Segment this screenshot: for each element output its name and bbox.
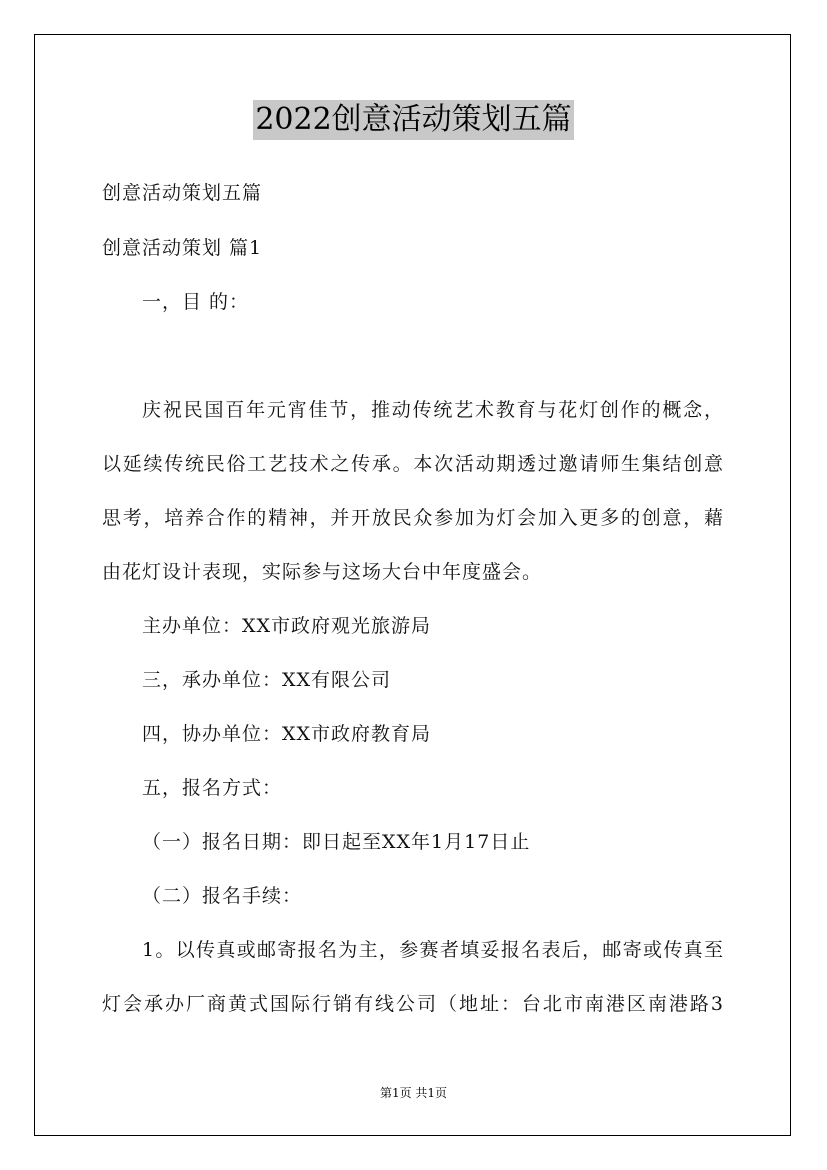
paragraph-line: 五，报名方式： (142, 777, 283, 799)
paragraph-line: 四，协办单位：XX市政府教育局 (142, 723, 432, 745)
page-footer: 第1页 共1页 (379, 1086, 448, 1100)
paragraph-line: （一）报名日期：即日起至XX年1月17日止 (142, 831, 531, 853)
section-heading-line: 创意活动策划 篇1 (102, 237, 263, 259)
paragraph-line: 由花灯设计表现，实际参与这场大台中年度盛会。 (102, 561, 543, 583)
paragraph-line: 以延续传统民俗工艺技术之传承。本次活动期透过邀请师生集结创意 (102, 453, 724, 475)
document-title: 2022创意活动策划五篇 (253, 100, 573, 140)
paragraph-line: 灯会承办厂商黄式国际行销有线公司（地址：台北市南港区南港路3 (102, 993, 724, 1015)
paragraph-line: （二）报名手续： (142, 885, 303, 907)
paragraph-line: 主办单位：XX市政府观光旅游局 (142, 615, 432, 637)
paragraph-line: 一，目 的： (142, 291, 250, 313)
paragraph-line: 1。以传真或邮寄报名为主，参赛者填妥报名表后，邮寄或传真至 (142, 939, 724, 961)
title-container (0, 100, 827, 140)
paragraph-line: 三，承办单位：XX有限公司 (142, 669, 392, 691)
paragraph-line: 庆祝民国百年元宵佳节，推动传统艺术教育与花灯创作的概念， (142, 399, 724, 421)
subtitle-line: 创意活动策划五篇 (102, 182, 263, 204)
paragraph-line: 思考，培养合作的精神，并开放民众参加为灯会加入更多的创意，藉 (102, 507, 724, 529)
